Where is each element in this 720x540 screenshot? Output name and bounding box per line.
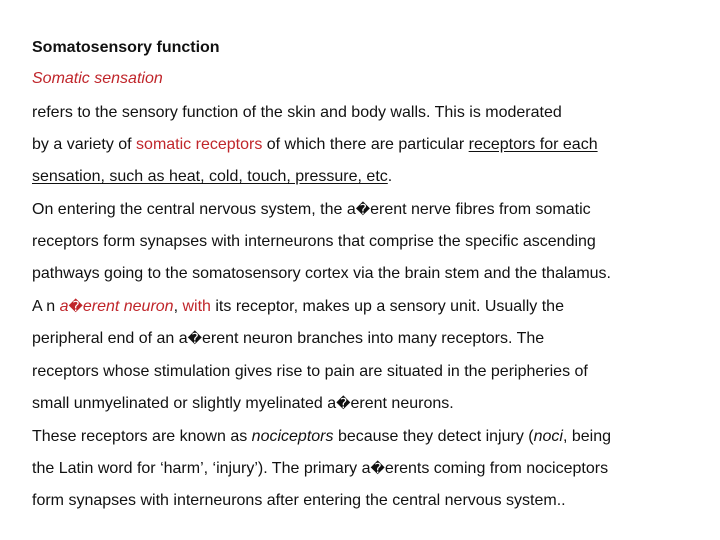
text: erents coming from nociceptors — [384, 460, 609, 477]
text: by a variety of — [32, 136, 137, 153]
text: pathways going to the somatosensory cortex via the brain stem and the thalamus. — [32, 265, 611, 282]
p4-line-2 — [32, 459, 608, 479]
text: , being — [562, 428, 612, 445]
text: erent neurons. — [350, 395, 454, 412]
p1-line-1 — [32, 103, 562, 123]
text: erent nerve fibres from somatic — [370, 201, 591, 218]
text: its receptor, makes up a sensory unit. Usually the — [210, 298, 564, 315]
p2-line-2 — [32, 232, 596, 252]
text: . — [387, 168, 393, 185]
text: small unmyelinated or slightly myelinated a — [32, 395, 337, 412]
text: erent neuron branches into many receptors. The — [202, 330, 545, 347]
p1-line-2 — [32, 135, 598, 155]
missing-glyph-icon: � — [187, 331, 203, 347]
text: receptors whose stimulation gives rise to pain are situated in the peripheries of — [32, 363, 588, 380]
p4-line-3 — [32, 491, 566, 511]
text: because they detect injury ( — [333, 428, 534, 445]
missing-glyph-icon: � — [355, 202, 371, 218]
text: peripheral end of an a — [32, 330, 188, 347]
text: , — [173, 298, 183, 315]
text: These receptors are known as — [32, 428, 252, 445]
p3-line-3 — [32, 362, 588, 382]
italic-term: nociceptors — [251, 428, 334, 445]
p3-line-4 — [32, 394, 454, 414]
text: the Latin word for ‘harm’, ‘injury’). The primary a — [32, 460, 371, 477]
p3-line-2 — [32, 329, 544, 349]
doc-subtitle: Somatic sensation — [32, 70, 163, 87]
highlight-term: somatic receptors — [136, 136, 263, 153]
text: A n — [32, 298, 60, 315]
text: On entering the central nervous system, the a — [32, 201, 356, 218]
doc-title: Somatosensory function — [32, 39, 220, 56]
underlined-text: receptors for each — [468, 136, 598, 153]
italic-term: noci — [533, 428, 563, 445]
text: receptors form synapses with interneurons that comprise the specific ascending — [32, 233, 596, 250]
highlight-term: erent neuron — [82, 298, 174, 315]
p2-line-3 — [32, 264, 611, 284]
missing-glyph-icon: � — [336, 396, 351, 412]
p3-line-1 — [32, 297, 564, 317]
p2-line-1 — [32, 200, 591, 220]
missing-glyph-icon: � — [370, 461, 385, 477]
text: of which there are particular — [262, 136, 469, 153]
highlight-term: a — [59, 298, 69, 315]
text: refers to the sensory function of the skin and body walls. This is moderated — [32, 104, 562, 121]
highlight-term: with — [182, 298, 211, 315]
text: form synapses with interneurons after entering the central nervous system.. — [32, 492, 566, 509]
missing-glyph-icon: � — [68, 299, 83, 315]
p1-line-3 — [32, 167, 392, 187]
underlined-text: sensation, such as heat, cold, touch, pressure, etc — [32, 168, 388, 185]
p4-line-1 — [32, 427, 611, 447]
